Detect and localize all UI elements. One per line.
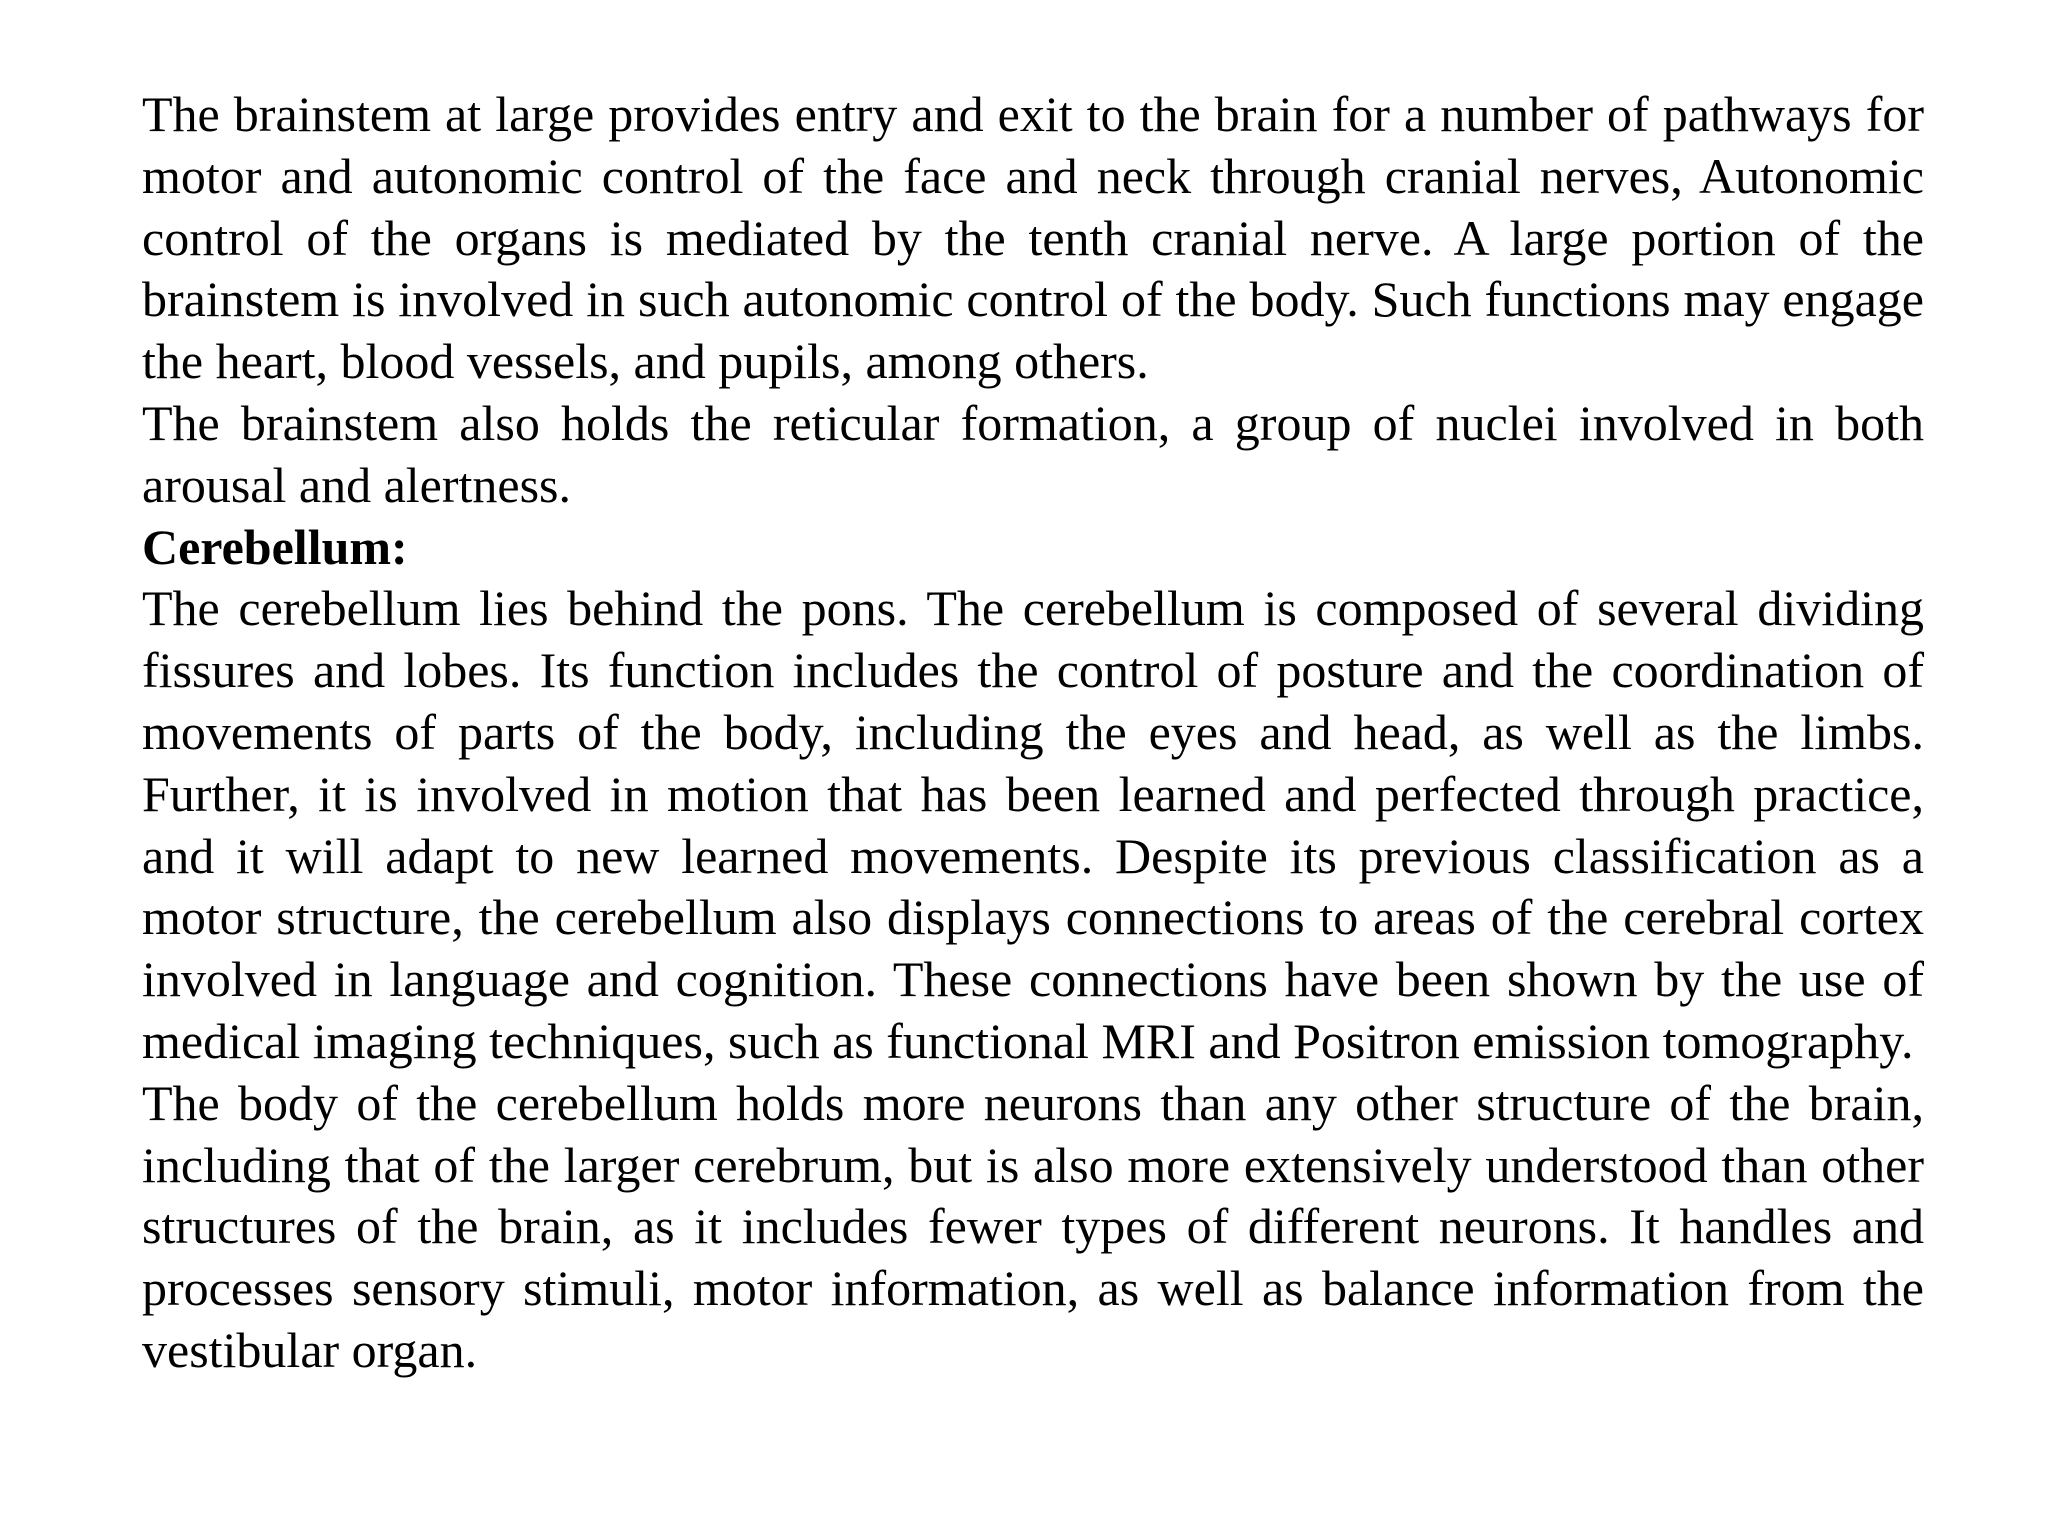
document-page	[142, 84, 1924, 1382]
paragraph-cerebellum-function: The cerebellum lies behind the pons. The cerebellum is composed of several dividing fissures and lobes. Its function includes the control of posture and the coordination of movements of parts of the body, including the eyes and head, as well as the limbs. Further, it is involved in motion that has been learned and perfected through practice, and it will adapt to new learned movements. Despite its previous classification as a motor structure, the cerebellum also displays connections to areas of the cerebral cortex involved in language and cognition. These connections have been shown by the use of medical imaging techniques, such as functional MRI and Positron emission tomography.	[142, 580, 1924, 1069]
paragraph-reticular-formation: The brainstem also holds the reticular formation, a group of nuclei involved in both arousal and alertness.	[142, 394, 1924, 513]
paragraph-brainstem-pathways: The brainstem at large provides entry and exit to the brain for a number of pathways for motor and autonomic control of the face and neck through cranial nerves, Autonomic control of the organs is mediated by the tenth cranial nerve. A large portion of the brainstem is involved in such autonomic control of the body. Such functions may engage the heart, blood vessels, and pupils, among others.	[142, 86, 1924, 390]
section-heading-cerebellum: Cerebellum:	[142, 518, 408, 575]
paragraph-cerebellum-neurons: The body of the cerebellum holds more neurons than any other structure of the brain, including that of the larger cerebrum, but is also more extensively understood than other structures of the brain, as it includes fewer types of different neurons. It handles and processes sensory stimuli, motor information, as well as balance information from the vestibular organ.	[142, 1074, 1924, 1378]
